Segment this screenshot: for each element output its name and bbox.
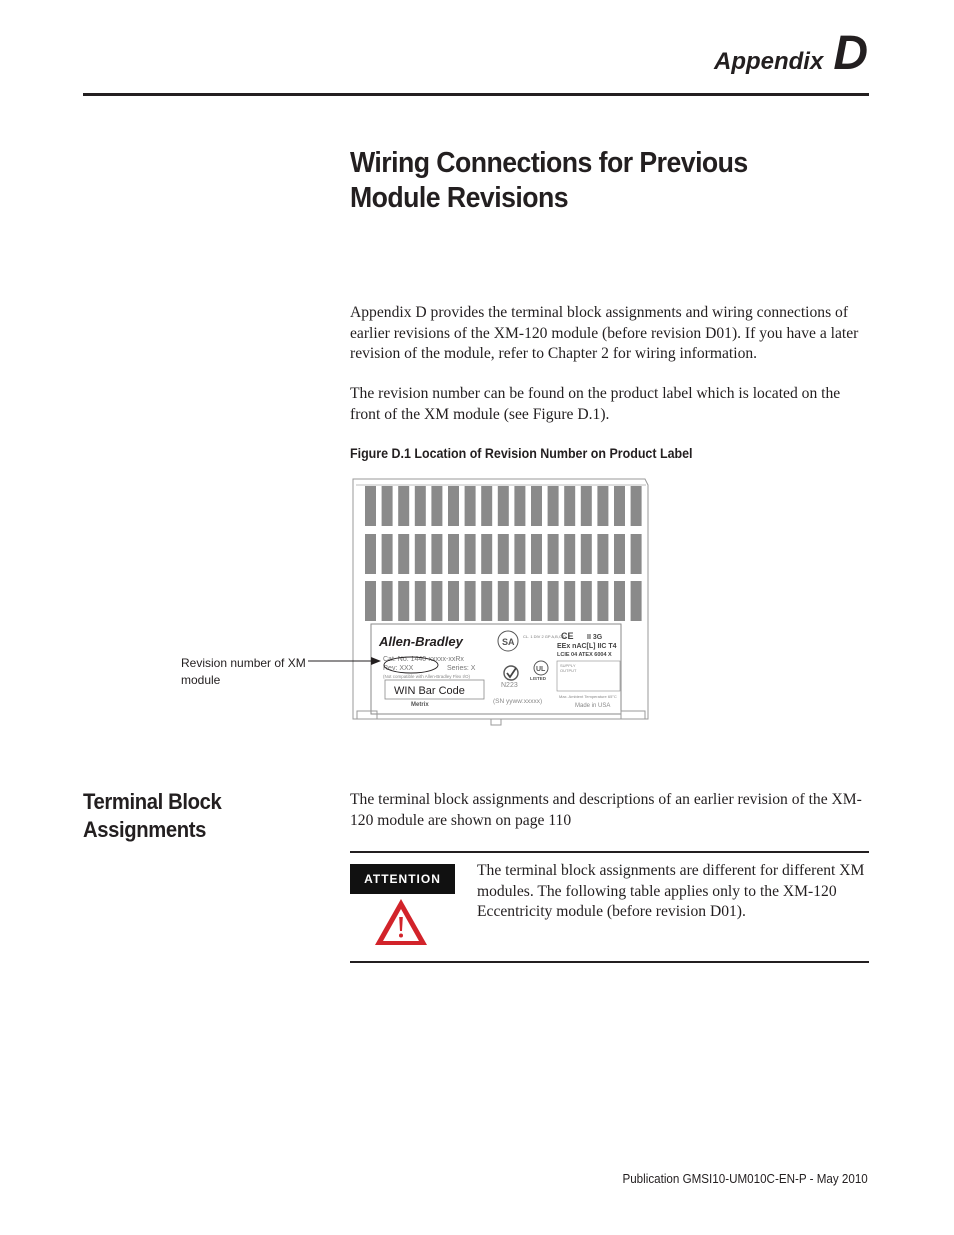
label-compat: (Not compatible with Allen-Bradley Flex I/O) [383, 674, 471, 679]
vent-slot [465, 486, 476, 526]
vent-slot [498, 534, 509, 574]
vent-slot [448, 486, 459, 526]
vent-slot [398, 534, 409, 574]
label-win-bar-code: WIN Bar Code [394, 685, 465, 697]
attention-bottom-rule [350, 961, 869, 963]
vent-slot [481, 486, 492, 526]
label-maker: Metrix [411, 702, 429, 708]
publication-footer: Publication GMSI10-UM010C-EN-P - May 2010 [622, 1172, 868, 1186]
vent-slots [365, 486, 642, 621]
intro-paragraph-2: The revision number can be found on the product label which is located on the front of the XM module (see Figure D.1). [350, 385, 841, 423]
figure-callout: Revision number of XM module [181, 656, 306, 687]
vent-slot [564, 581, 575, 621]
label-cat-no: Cat. No. 1440-xxxxx-xxRx [383, 656, 464, 663]
vent-slot [597, 534, 608, 574]
attention-top-rule [350, 851, 869, 853]
section-heading-terminal-block: Terminal Block Assignments [83, 789, 222, 842]
label-temp: Max. Ambient Temperature 65°C [559, 694, 617, 699]
header-rule [83, 93, 869, 96]
vent-slot [631, 486, 642, 526]
vent-slot [514, 534, 525, 574]
vent-slot [531, 534, 542, 574]
vent-slot [498, 486, 509, 526]
ce-mark-icon: CE [561, 631, 574, 641]
vent-slot [548, 534, 559, 574]
vent-slot [415, 486, 426, 526]
vent-slot [365, 486, 376, 526]
vent-slot [481, 534, 492, 574]
vent-slot [448, 534, 459, 574]
vent-slot [564, 534, 575, 574]
vent-slot [564, 486, 575, 526]
vent-slot [548, 581, 559, 621]
label-eex: EEx nAC[L] IIC T4 [557, 643, 617, 650]
vent-slot [431, 534, 442, 574]
vent-slot [631, 534, 642, 574]
label-supply: SUPPLY [560, 663, 576, 668]
vent-slot [415, 581, 426, 621]
label-series: Series: X [447, 665, 476, 672]
attention-text: The terminal block assignments are different for different XM modules. The following table applies only to the XM-120 Eccentricity module (before revision D01). [477, 862, 865, 920]
vent-slot [431, 486, 442, 526]
svg-text:SA: SA [502, 637, 515, 647]
vent-slot [498, 581, 509, 621]
label-sn: (SN yyww:xxxxx) [493, 698, 543, 705]
label-made-in: Made in USA [575, 703, 611, 709]
vent-slot [614, 486, 625, 526]
vent-slot [415, 534, 426, 574]
vent-slot [382, 486, 393, 526]
xm-module-drawing [353, 479, 648, 725]
vent-slot [581, 534, 592, 574]
figure-caption: Figure D.1 Location of Revision Number on Product Label [350, 446, 693, 461]
vent-slot [514, 486, 525, 526]
product-label-figure [175, 475, 655, 727]
warning-triangle-icon [373, 897, 429, 947]
vent-slot [514, 581, 525, 621]
appendix-letter: D [833, 27, 868, 80]
vent-slot [448, 581, 459, 621]
vent-slot [597, 581, 608, 621]
vent-slot [465, 534, 476, 574]
label-csa-small: CL. 1 DIV 2 GP A,B,C,D [523, 634, 566, 639]
intro-paragraph-1: Appendix D provides the terminal block assignments and wiring connections of earlier revisions of the XM-120 module (before revision D01). If you have a later revision of the module, refer to Chapter 2 for wiring information. [350, 304, 859, 362]
appendix-header [713, 27, 868, 80]
label-lcie: LCIE 04 ATEX 6004 X [557, 652, 612, 658]
page-title: Wiring Connections for Previous Module Revisions [350, 147, 748, 214]
attention-badge: ATTENTION [350, 864, 455, 894]
brand-logo: Allen-Bradley [379, 634, 463, 649]
vent-slot [382, 581, 393, 621]
label-hazloc: II 3G [587, 634, 603, 641]
label-output: OUTPUT [560, 668, 577, 673]
vent-slot [398, 486, 409, 526]
vent-slot [581, 581, 592, 621]
svg-text:UL: UL [536, 666, 546, 673]
vent-slot [365, 581, 376, 621]
vent-slot [597, 486, 608, 526]
vent-slot [614, 534, 625, 574]
label-n223: N223 [501, 682, 518, 689]
label-rev: Rev: XXX [383, 665, 414, 672]
vent-slot [631, 581, 642, 621]
vent-slot [398, 581, 409, 621]
vent-slot [531, 581, 542, 621]
vent-slot [581, 486, 592, 526]
vent-slot [614, 581, 625, 621]
terminal-paragraph: The terminal block assignments and descriptions of an earlier revision of the XM-120 module are shown on page 110 [350, 791, 862, 829]
vent-slot [548, 486, 559, 526]
vent-slot [465, 581, 476, 621]
vent-slot [382, 534, 393, 574]
vent-slot [481, 581, 492, 621]
vent-slot [365, 534, 376, 574]
appendix-word: Appendix [713, 48, 824, 75]
vent-slot [431, 581, 442, 621]
label-listed: LISTED [530, 676, 547, 681]
vent-slot [531, 486, 542, 526]
